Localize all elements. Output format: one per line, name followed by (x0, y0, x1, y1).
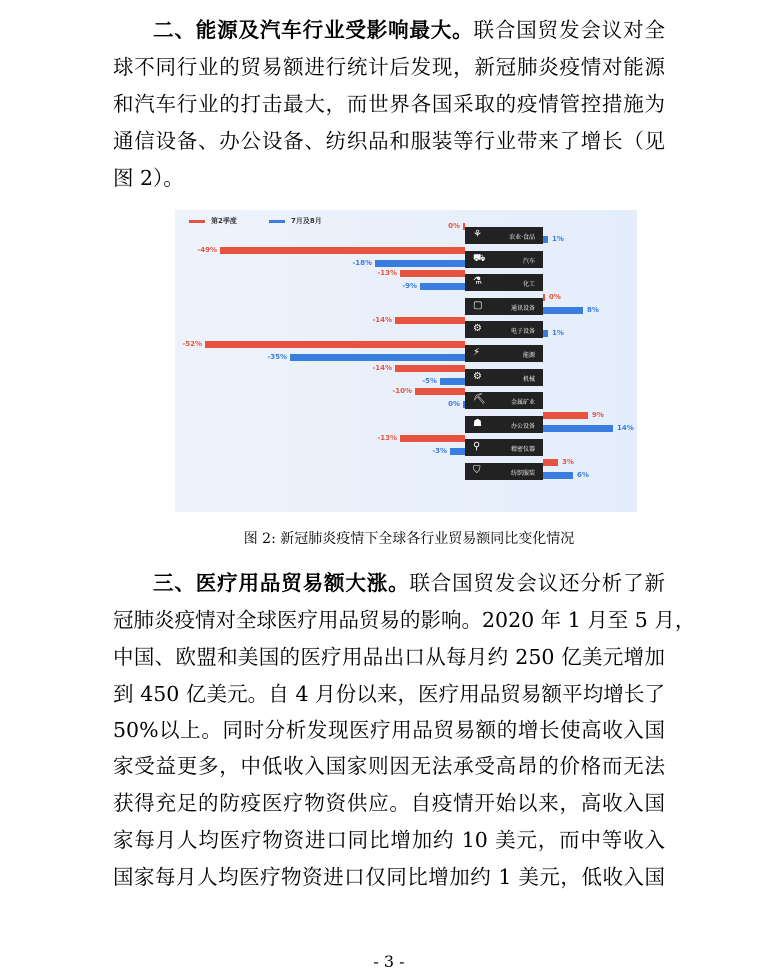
paragraph-line: 图 2）。 (113, 166, 184, 190)
legend-label: 第2季度 (211, 217, 237, 225)
bar-q2 (415, 388, 465, 395)
legend-label: 7月及8月 (291, 217, 322, 225)
bar-jul-aug (543, 307, 583, 314)
paragraph-line: 国家每月人均医疗物资进口仅同比增加约 1 美元，低收入国 (113, 865, 665, 889)
page-number: - 3 - (373, 952, 405, 971)
wheat-icon: ⚘ (473, 229, 482, 240)
category-label (465, 439, 543, 456)
paragraph-line: 球不同行业的贸易额进行统计后发现，新冠肺炎疫情对能源 (113, 55, 665, 79)
data-label: 0% (448, 400, 460, 409)
data-label: -13% (377, 434, 397, 443)
paragraph-line: 家每月人均医疗物资进口同比增加约 10 美元，而中等收入 (113, 828, 665, 852)
category-label (465, 463, 543, 480)
bar-jul-aug (290, 354, 465, 361)
data-label: -35% (267, 353, 287, 361)
bar-q2 (400, 270, 465, 277)
car-icon: ⛟ (473, 252, 486, 264)
category-label (465, 227, 543, 244)
bar-jul-aug (440, 378, 465, 385)
legend-item-jul-aug (269, 216, 322, 226)
category-name: 机械 (522, 375, 535, 383)
bar-q2 (543, 459, 558, 466)
paragraph-line: 中国、欧盟和美国的医疗用品出口从每月约 250 亿美元增加 (113, 645, 665, 669)
section-heading: 三、医疗用品贸易额大涨。 (153, 571, 410, 595)
data-label: 6% (577, 471, 589, 479)
paragraph-line: 冠肺炎疫情对全球医疗用品贸易的影响。2020 年 1 月至 5 月， (113, 608, 696, 632)
data-label: -14% (372, 363, 392, 372)
data-label: -9% (402, 282, 417, 291)
category-label (465, 416, 543, 433)
bar-jul-aug (450, 448, 465, 455)
data-label: -3% (432, 447, 447, 456)
category-label (465, 392, 543, 409)
category-name: 金属矿业 (510, 399, 535, 407)
category-name: 能源 (522, 352, 535, 359)
category-name: 电子设备 (510, 328, 535, 336)
data-label: 1% (552, 329, 564, 338)
text: 联合国贸发会议还分析了新 (409, 571, 666, 595)
paragraph-line: 和汽车行业的打击最大，而世界各国采取的疫情管控措施为 (113, 92, 665, 116)
paragraph-line: 家受益更多，中低收入国家则因无法承受高昂的价格而无法 (113, 754, 665, 778)
flask-icon: ⚗ (473, 276, 482, 288)
jacket-icon: ⛉ (473, 465, 481, 476)
category-name: 办公设备 (510, 422, 535, 430)
data-label: 9% (592, 410, 604, 419)
category-name: 化工 (522, 281, 535, 289)
category-label (465, 298, 543, 315)
paragraph-line: 通信设备、办公设备、纺织品和服装等行业带来了增长（见 (113, 129, 665, 153)
paragraph-line: 50%以上。同时分析发现医疗用品贸易额的增长使高收入国 (113, 718, 665, 742)
bar-jul-aug (543, 425, 613, 432)
bar-q2 (220, 247, 465, 254)
gear-icon: ⚙ (473, 323, 482, 335)
chair-icon: ☗ (473, 417, 482, 429)
paragraph-line: 到 450 亿美元。自 4 月份以来，医疗用品贸易额平均增长了 (113, 682, 665, 706)
text: 联合国贸发会议对全 (473, 18, 666, 42)
bar-q2 (543, 412, 588, 419)
data-label: -49% (197, 245, 217, 254)
compass-icon: ⚲ (473, 441, 481, 453)
phone-icon: ▢ (473, 299, 483, 311)
bar-q2 (543, 294, 545, 301)
industry-trade-chart (175, 210, 637, 512)
figure-caption: 图 2: 新冠肺炎疫情下全球各行业贸易额同比变化情况 (243, 531, 575, 547)
bar-jul-aug (375, 260, 465, 267)
category-name: 精密仪器 (510, 446, 535, 454)
pickaxe-icon: ⛏ (473, 394, 486, 406)
data-label: -18% (352, 258, 372, 267)
category-name: 汽车 (522, 257, 535, 265)
bar-jul-aug (543, 236, 548, 243)
bar-jul-aug (420, 283, 465, 290)
data-label: 0% (549, 292, 561, 301)
data-label: -14% (372, 316, 392, 325)
category-label (465, 369, 543, 386)
gears-icon: ⚙ (473, 370, 482, 382)
bar-q2 (205, 341, 465, 348)
paragraph-line (153, 571, 665, 595)
bar-q2 (395, 317, 465, 324)
lightning-icon: ⚡ (473, 347, 481, 358)
category-label (465, 345, 543, 362)
bar-q2 (395, 365, 465, 372)
bar-jul-aug (463, 401, 465, 408)
category-name: 通讯设备 (510, 304, 535, 312)
data-label: 1% (552, 235, 564, 243)
section-heading: 二、能源及汽车行业受影响最大。 (153, 18, 474, 42)
category-label (465, 274, 543, 291)
data-label: 0% (448, 222, 460, 230)
bar-jul-aug (543, 472, 573, 479)
bar-q2 (463, 223, 465, 230)
legend-item-q2 (189, 216, 237, 226)
category-name: 农业·食品 (509, 234, 535, 241)
data-label: 3% (562, 458, 574, 466)
bar-q2 (400, 435, 465, 442)
paragraph-line: 获得充足的防疫医疗物资供应。自疫情开始以来，高收入国 (113, 791, 665, 815)
category-name: 纺织服装 (510, 470, 535, 477)
paragraph-line (153, 18, 665, 42)
category-label (465, 321, 543, 338)
bar-jul-aug (543, 330, 548, 337)
data-label: 8% (587, 305, 599, 314)
data-label: 14% (617, 423, 634, 432)
data-label: -5% (422, 376, 437, 385)
category-label (465, 251, 543, 268)
data-label: -52% (182, 340, 202, 348)
data-label: -10% (392, 387, 412, 396)
data-label: -13% (377, 269, 397, 278)
